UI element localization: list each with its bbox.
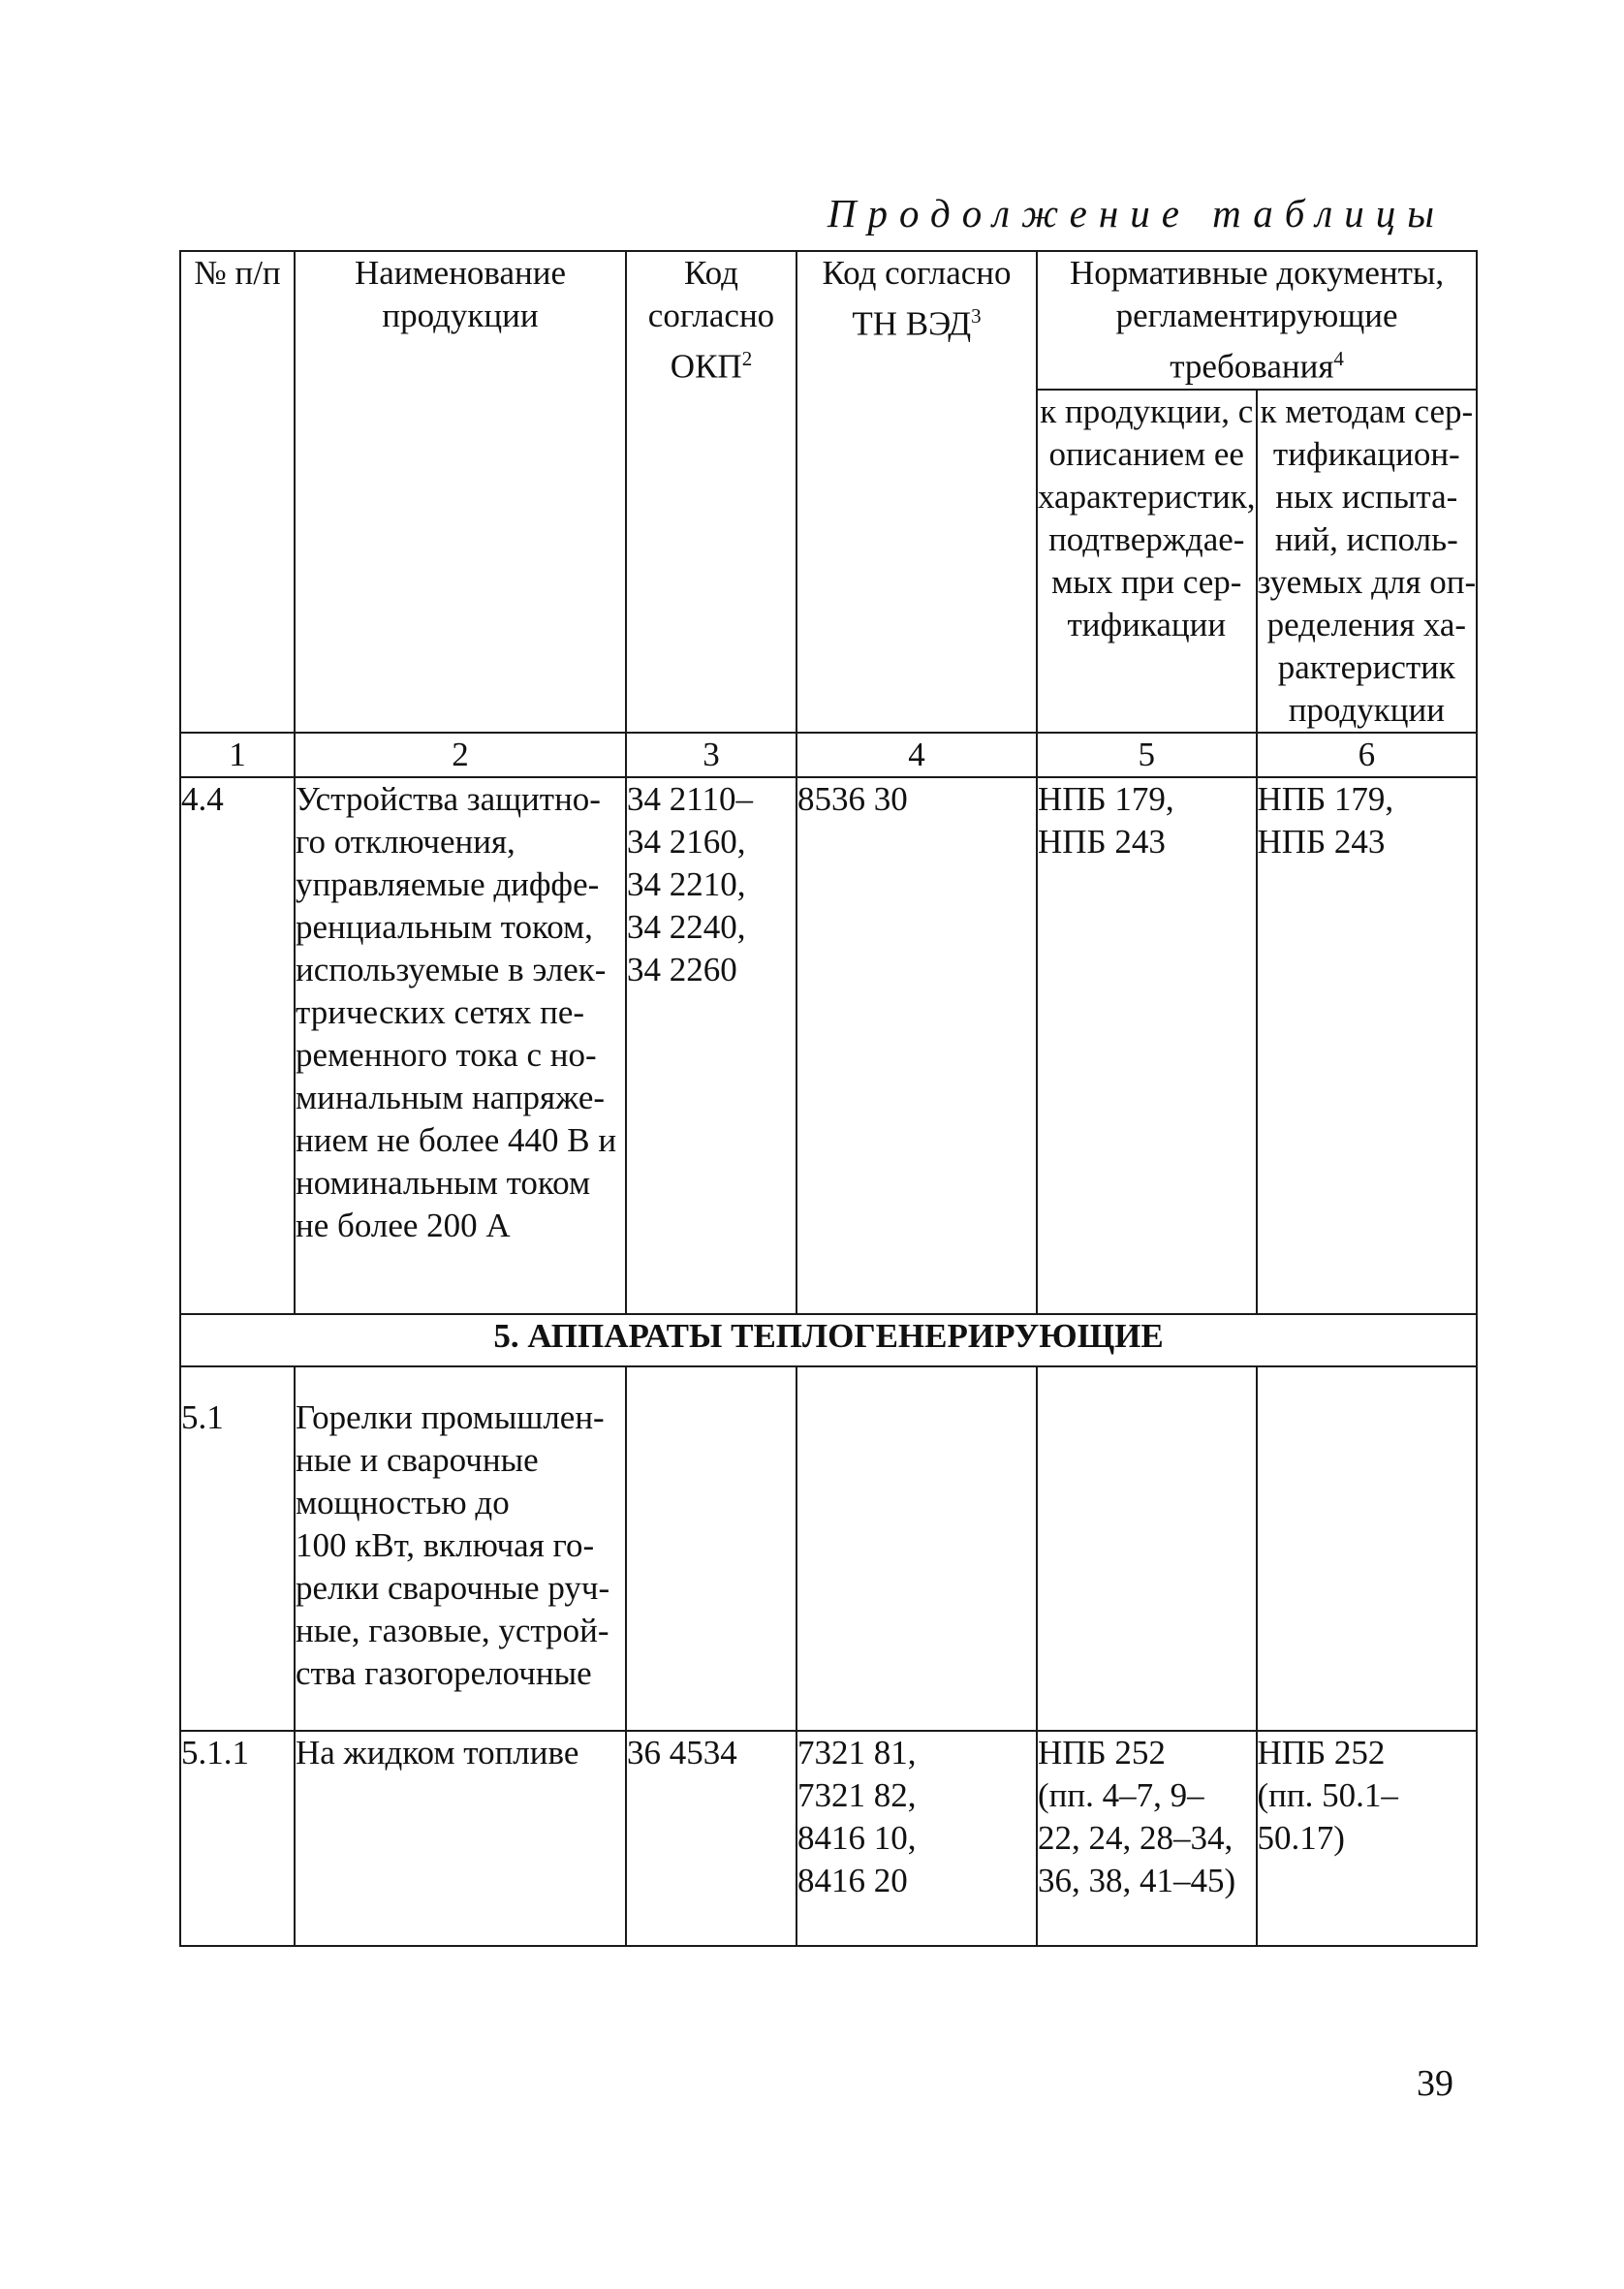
cell-line: НПБ 179, xyxy=(1038,779,1174,818)
cell-line: НПБ 179, xyxy=(1257,779,1394,818)
cell-line: 100 кВт, включая го- xyxy=(296,1525,595,1564)
table-row xyxy=(180,1366,1477,1731)
header-line: тификации xyxy=(1067,605,1227,643)
cell-line: 34 2240, xyxy=(627,907,746,946)
column-number: 5 xyxy=(1037,733,1257,777)
cell-line: На жидком топливе xyxy=(296,1733,579,1772)
header-col-tnved xyxy=(796,251,1037,733)
cell-line: 7321 81, xyxy=(797,1733,917,1772)
row-okp xyxy=(626,1366,796,1731)
column-number: 4 xyxy=(796,733,1037,777)
row-doc-product xyxy=(1037,1731,1257,1946)
column-number: 6 xyxy=(1257,733,1478,777)
header-line: мых при сер- xyxy=(1051,562,1242,601)
header-line: к методам сер- xyxy=(1260,392,1474,430)
header-col-name: Наименование продукции xyxy=(295,251,626,733)
row-doc-method xyxy=(1257,777,1478,1314)
cell-line: ные, газовые, устрой- xyxy=(296,1611,609,1649)
cell-line: Устройства защитно- xyxy=(296,779,601,818)
cell-line: минальным напряже- xyxy=(296,1078,606,1116)
row-name xyxy=(295,1366,626,1731)
column-number: 1 xyxy=(180,733,295,777)
cell-line: 36, 38, 41–45) xyxy=(1038,1861,1236,1899)
table-header-row xyxy=(180,251,1477,390)
header-docs-footnote: 4 xyxy=(1333,347,1344,370)
cell-line: не более 200 А xyxy=(296,1206,511,1244)
certification-table xyxy=(179,250,1478,1947)
header-line: к продукции, с xyxy=(1040,392,1254,430)
cell-line: ременного тока с но- xyxy=(296,1035,597,1074)
header-col-okp xyxy=(626,251,796,733)
section-row xyxy=(180,1314,1477,1366)
cell-line: релки сварочные руч- xyxy=(296,1568,610,1607)
cell-line: 34 2110– xyxy=(627,779,753,818)
header-line: продукции xyxy=(1288,690,1445,729)
row-doc-product xyxy=(1037,1366,1257,1731)
cell-line: управляемые диффе- xyxy=(296,864,600,903)
cell-line: 36 4534 xyxy=(627,1733,737,1772)
cell-line: 34 2210, xyxy=(627,864,746,903)
continuation-title: Продолжение таблицы xyxy=(827,191,1446,235)
cell-line: НПБ 252 xyxy=(1038,1733,1166,1772)
row-name xyxy=(295,777,626,1314)
header-okp-text: Код согласно ОКП xyxy=(647,254,775,386)
header-line: ределения ха- xyxy=(1266,605,1467,643)
cell-line: НПБ 243 xyxy=(1038,822,1166,861)
cell-line: 8536 30 xyxy=(797,779,908,818)
header-line: подтверждае- xyxy=(1048,519,1245,558)
header-line: ний, исполь- xyxy=(1274,519,1458,558)
header-col-docs xyxy=(1037,251,1477,390)
row-tnved xyxy=(796,1366,1037,1731)
cell-line: ства газогорелочные xyxy=(296,1653,592,1692)
table-row xyxy=(180,777,1477,1314)
cell-line: 8416 10, xyxy=(797,1818,917,1857)
header-tnved-text: Код согласно ТН ВЭД xyxy=(822,254,1012,343)
cell-line: номинальным током xyxy=(296,1163,591,1202)
row-name xyxy=(295,1731,626,1946)
header-okp-footnote: 2 xyxy=(741,347,753,370)
cell-line: 34 2260 xyxy=(627,950,737,988)
cell-line: (пп. 4–7, 9– xyxy=(1038,1775,1204,1814)
row-doc-product xyxy=(1037,777,1257,1314)
header-line: зуемых для оп- xyxy=(1257,562,1477,601)
row-doc-method xyxy=(1257,1731,1478,1946)
header-line: ных испыта- xyxy=(1275,477,1458,516)
cell-line: 7321 82, xyxy=(797,1775,917,1814)
table-row xyxy=(180,1731,1477,1946)
cell-line: 8416 20 xyxy=(797,1861,908,1899)
header-line: характеристик, xyxy=(1038,477,1256,516)
cell-line: нием не более 440 В и xyxy=(296,1120,617,1159)
section-title: 5. АППАРАТЫ ТЕПЛОГЕНЕРИРУЮЩИЕ xyxy=(180,1314,1477,1366)
column-number: 2 xyxy=(295,733,626,777)
row-okp xyxy=(626,1731,796,1946)
cell-line: НПБ 243 xyxy=(1257,822,1386,861)
row-tnved xyxy=(796,1731,1037,1946)
header-line: описанием ее xyxy=(1048,434,1244,473)
row-tnved xyxy=(796,777,1037,1314)
header-docs-product xyxy=(1037,390,1257,733)
cell-line: го отключения, xyxy=(296,822,515,861)
cell-line: НПБ 252 xyxy=(1257,1733,1386,1772)
row-num: 5.1 xyxy=(180,1366,295,1731)
column-number: 3 xyxy=(626,733,796,777)
header-col-num: № п/п xyxy=(180,251,295,733)
header-line: тификацион- xyxy=(1272,434,1460,473)
cell-line: 50.17) xyxy=(1257,1818,1345,1857)
header-docs-methods xyxy=(1257,390,1478,733)
header-line: рактеристик xyxy=(1277,647,1455,686)
cell-line: 34 2160, xyxy=(627,822,746,861)
header-tnved-footnote: 3 xyxy=(971,304,982,328)
cell-line: Горелки промышлен- xyxy=(296,1397,605,1436)
cell-line: мощностью до xyxy=(296,1483,510,1521)
cell-line: используемые в элек- xyxy=(296,950,607,988)
row-num: 4.4 xyxy=(180,777,295,1314)
row-doc-method xyxy=(1257,1366,1478,1731)
header-docs-text: Нормативные документы, регламентирующие требования xyxy=(1069,254,1445,386)
cell-line: 22, 24, 28–34, xyxy=(1038,1818,1234,1857)
cell-line: трических сетях пе- xyxy=(296,992,585,1031)
column-number-row xyxy=(180,733,1477,777)
row-okp xyxy=(626,777,796,1314)
cell-line: (пп. 50.1– xyxy=(1257,1775,1398,1814)
cell-line: ные и сварочные xyxy=(296,1440,539,1479)
page-number: 39 xyxy=(1417,2063,1453,2104)
row-num: 5.1.1 xyxy=(180,1731,295,1946)
cell-line: ренциальным током, xyxy=(296,907,593,946)
